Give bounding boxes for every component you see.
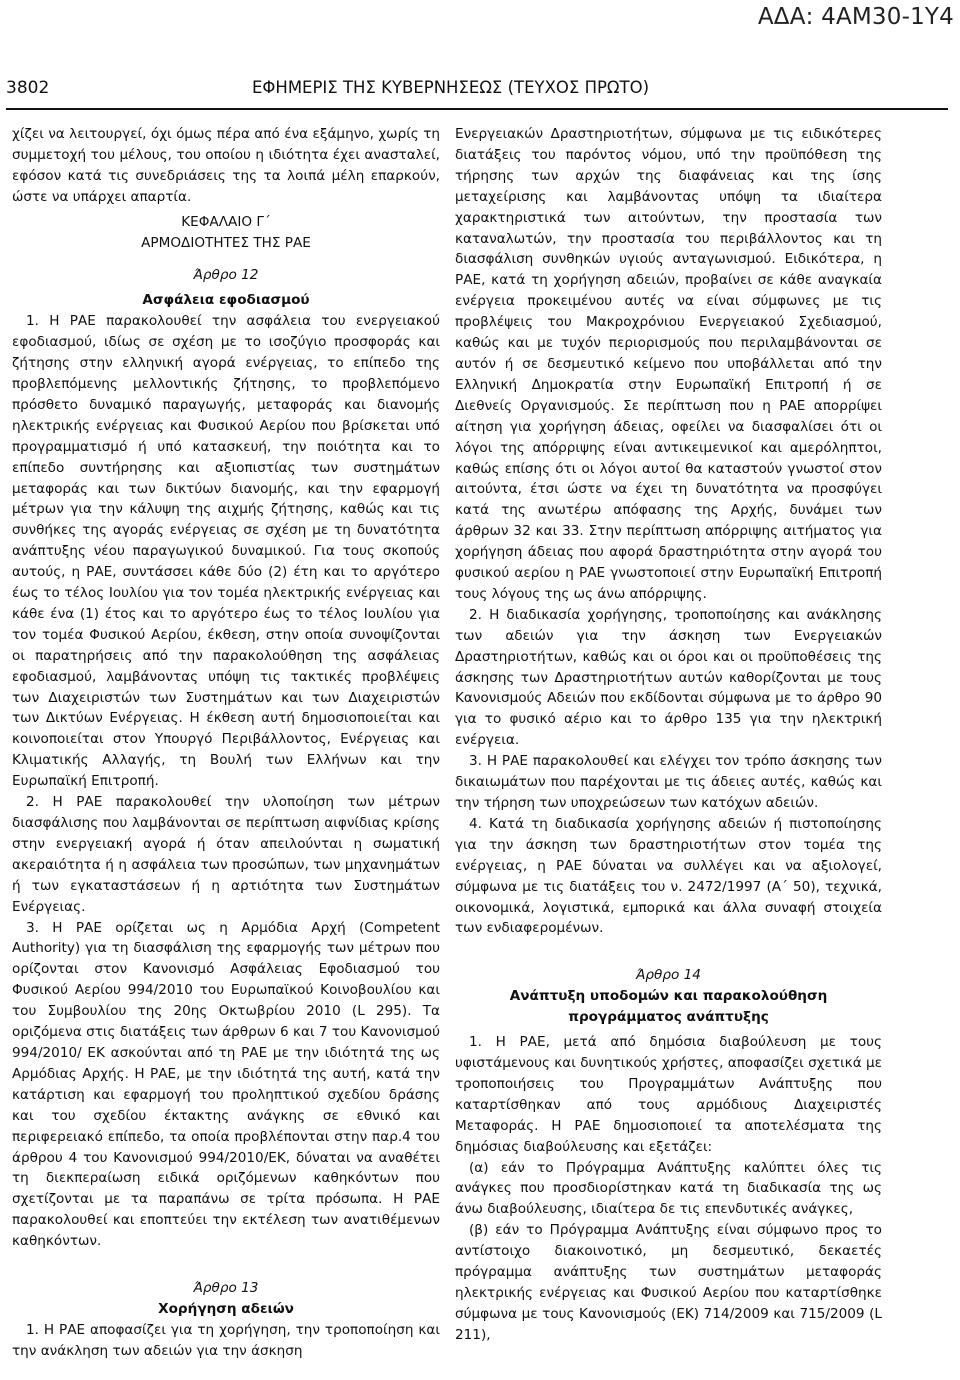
page-number: 3802 xyxy=(6,78,50,98)
right-column xyxy=(455,124,882,1346)
paragraph: 1. Η ΡΑΕ, μετά από δημόσια διαβούλευση με τους υφιστάμενους και δυνητικούς χρήστες, αποφασίζει σχετικά με τροποποιήσεις του Προγραμμάτων Ανάπτυξης που καταρτίσθηκαν από τους αρμόδιους Διαχειριστές Μεταφοράς. Η ΡΑΕ δημοσιοποιεί τα αποτελέσματα της δημόσιας διαβούλευσης και εξετάζει: xyxy=(455,1034,882,1155)
chapter-title: ΑΡΜΟΔΙΟΤΗΤΕΣ ΤΗΣ ΡΑΕ xyxy=(141,234,311,251)
paragraph: 1. Η ΡΑΕ παρακολουθεί την ασφάλεια του ενεργειακού εφοδιασμού, ιδίως σε σχέση με το ισοζύγιο προσφοράς και ζήτησης στην ελληνική αγορά ενέργειας, το επίπεδο της προβλεπόμενης μελλοντικής ζήτησης, το προβλεπόμενο πρόσθετο δυναμικό παραγωγής, μεταφοράς και διανομής ηλεκτρικής ενέργειας και Φυσικού Αερίου που βρίσκεται υπό προγραμματισμό ή υπό κατασκευή, την ποιότητα και το επίπεδο συντήρησης και αξιοπιστίας των συστημάτων μεταφοράς και των δικτύων διανομής, και την εφαρμογή μέτρων για την κάλυψη της αιχμής ζήτησης, καθώς και τις συνθήκες της αγοράς ενέργειας σε σχέση με τη δυνατότητα ανάπτυξης νέου παραγωγικού δυναμικού. Για τους σκοπούς αυτούς, η ΡΑΕ, συντάσσει κάθε δύο (2) έτη και το αργότερο έως το τέλος Ιουλίου για τον τομέα ηλεκτρικής ενέργειας και κάθε ένα (1) έτος και το αργότερο έως το τέλος Ιουλίου για τον τομέα Φυσικού Αερίου, έκθεση, στην οποία συνοψίζονται οι παρατηρήσεις από την παρακολούθηση της ασφάλειας εφοδιασμού, λαμβάνοντας υπόψη τις τακτικές προβλέψεις των Διαχειριστών των Συστημάτων και των Διαχειριστών των Δικτύων Ενέργειας. Η έκθεση αυτή δημοσιοποιείται και κοινοποιείται στον Υπουργό Περιβάλλοντος, Ενέργειας και Κλιματικής Αλλαγής, τη Βουλή των Ελλήνων και την Ευρωπαϊκή Επιτροπή. xyxy=(12,313,440,790)
paragraph: 4. Κατά τη διαδικασία χορήγησης αδειών ή πιστοποίησης για την άσκηση των δραστηριοτήτων στον τομέα της ενέργειας, η ΡΑΕ δύναται να συλλέγει και να αξιολογεί, σύμφωνα με τις διατάξεις του ν. 2472/1997 (Α΄ 50), τεχνικά, οικονομικά, λογιστικά, εμπορικά και άλλα συναφή στοιχεία των ενδιαφερομένων. xyxy=(455,815,882,937)
article-12-heading: Άρθρο 12 xyxy=(193,267,259,284)
paragraph: 3. Η ΡΑΕ παρακολουθεί και ελέγχει τον τρόπο άσκησης των δικαιωμάτων που παρέχονται με τις άδειες αυτές, καθώς και την τήρηση των υποχρεώσεων των κατόχων αδειών. xyxy=(455,753,882,811)
paragraph: Ενεργειακών Δραστηριοτήτων, σύμφωνα με τις ειδικότερες διατάξεις του παρόντος νόμου, υπό την προϋπόθεση της τήρησης των αρχών της διαφάνειας και της ίσης μεταχείρισης και λαμβάνοντας υπόψη τα ιδιαίτερα χαρακτηριστικά των αιτούντων, την προστασία των καταναλωτών, την προστασία του περιβάλλοντος και τη διασφάλιση συνθηκών υγιούς ανταγωνισμού. Ειδικότερα, η ΡΑΕ, κατά τη χορήγηση αδειών, προβαίνει σε κάθε αναγκαία ενέργεια προκειμένου αυτές να είναι σύμφωνες με τις προβλέψεις του Μακροχρόνιου Ενεργειακού Σχεδιασμού, καθώς και με τυχόν περιορισμούς που περιλαμβάνονται σε αυτόν ή σε δεσμευτικό κείμενο που υποβάλλεται από την Ελληνική Δημοκρατία στην Ευρωπαϊκή Επιτροπή ή σε Διεθνείς Οργανισμούς. Σε περίπτωση που η ΡΑΕ απορρίψει αίτηση για χορήγηση άδειας, οφείλει να διασφαλίσει ότι οι λόγοι της απόρριψης είναι αντικειμενικοί και αμερόληπτοι, καθώς επίσης ότι οι λόγοι αυτοί θα καταστούν γνωστοί στον αιτούντα, έτσι ώστε να έχει τη δυνατότητα να προσφύγει κατά της ανωτέρω απόφασης της Αρχής, δυνάμει των άρθρων 32 και 33. Στην περίπτωση απόρριψης αιτήματος για χορήγηση άδειας που αφορά δραστηριότητα στην αγορά του φυσικού αερίου η ΡΑΕ γνωστοποιεί στην Ευρωπαϊκή Επιτροπή τους λόγους της ως άνω απόρριψης. xyxy=(455,126,882,602)
chapter-heading: ΚΕΦΑΛΑΙΟ Γ΄ xyxy=(181,213,271,230)
article-13-title: Χορήγηση αδειών xyxy=(158,1300,294,1317)
article-12-title: Ασφάλεια εφοδιασμού xyxy=(142,292,310,309)
article-13-heading: Άρθρο 13 xyxy=(193,1280,259,1297)
left-column xyxy=(12,124,440,1362)
article-14-title: Ανάπτυξη υποδομών και παρακολούθηση προγράμματος ανάπτυξης xyxy=(509,988,828,1026)
ada-code: ΑΔΑ: 4ΑΜ30-1Υ4 xyxy=(757,4,954,30)
paragraph: 2. Η διαδικασία χορήγησης, τροποποίησης και ανάκλησης των αδειών για την άσκηση των Ενεργειακών Δραστηριοτήτων, καθώς και οι όροι και οι προϋποθέσεις της άσκησης των Δραστηριοτήτων αυτών καθορίζονται με τους Κανονισμούς Αδειών που εκδίδονται σύμφωνα με το άρθρο 90 για το φυσικό αέριο και το άρθρο 135 για την ηλεκτρική ενέργεια. xyxy=(455,606,882,749)
header-rule xyxy=(6,108,948,110)
paragraph: 1. Η ΡΑΕ αποφασίζει για τη χορήγηση, την τροποποίηση και την ανάκληση των αδειών για την άσκηση xyxy=(12,1321,440,1359)
paragraph: 3. Η ΡΑΕ ορίζεται ως η Αρμόδια Αρχή (Competent Authority) για τη διασφάλιση της εφαρμογής των μέτρων που ορίζονται στον Κανονισμό Ασφάλειας Εφοδιασμού του Φυσικού Αερίου 994/2010 του Ευρωπαϊκού Κοινοβουλίου και του Συμβουλίου της 20ης Οκτωβρίου 2010 (L 295). Τα οριζόμενα στις διατάξεις των άρθρων 6 και 7 του Κανονισμού 994/2010/ ΕΚ ασκούνται από τη ΡΑΕ με την ιδιότητά της ως Αρμόδιας Αρχής. Η ΡΑΕ, με την ιδιότητά της αυτή, κατά την κατάρτιση και εφαρμογή του προληπτικού σχεδίου δράσης και του σχεδίου έκτακτης ανάγκης σε εθνικό και περιφερειακό επίπεδο, τα οποία προβλέπονται στην παρ.4 του άρθρου 4 του Κανονισμού 994/2010/ΕΚ, δύναται να αναθέτει τη διεκπεραίωση ειδικά οριζόμενων καθηκόντων που σχετίζονται με τα παραπάνω σε τρίτα πρόσωπα. Η ΡΑΕ παρακολουθεί και εποπτεύει την εκτέλεση των ανατιθέμενων καθηκόντων. xyxy=(12,919,440,1250)
paragraph: χίζει να λειτουργεί, όχι όμως πέρα από ένα εξάμηνο, χωρίς τη συμμετοχή του μέλους, του οποίου η ιδιότητα έχει ανασταλεί, εφόσον κατά τις συνεδριάσεις της τα λοιπά μέλη επαρκούν, ώστε να υπάρχει απαρτία. xyxy=(12,126,440,205)
paragraph: (β) εάν το Πρόγραμμα Ανάπτυξης είναι σύμφωνο προς το αντίστοιχο διακοινοτικό, μη δεσμευτικό, δεκαετές πρόγραμμα ανάπτυξης των συστημάτων μεταφοράς ηλεκτρικής ενέργειας και Φυσικού Αερίου που καταρτίσθηκε σύμφωνα με τους Κανονισμούς (ΕΚ) 714/2009 και 715/2009 (L 211), xyxy=(455,1222,882,1343)
page-header xyxy=(6,78,948,108)
gazette-title: ΕΦΗΜΕΡΙΣ ΤΗΣ ΚΥΒΕΡΝΗΣΕΩΣ (ΤΕΥΧΟΣ ΠΡΩΤΟ) xyxy=(252,78,650,97)
paragraph: 2. Η ΡΑΕ παρακολουθεί την υλοποίηση των μέτρων διασφάλισης που λαμβάνονται σε περίπτωση αιφνίδιας κρίσης στην ενεργειακή αγορά ή όταν απειλούνται η σωματική ακεραιότητα ή η ασφάλεια των προσώπων, των μηχανημάτων ή των εγκαταστάσεων ή η αρτιότητα των Συστημάτων Ενέργειας. xyxy=(12,794,440,915)
article-14-heading: Άρθρο 14 xyxy=(636,967,701,984)
paragraph: (α) εάν το Πρόγραμμα Ανάπτυξης καλύπτει όλες τις ανάγκες που προσδιορίστηκαν κατά τη διαδικασία της ως άνω διαβούλευσης, ιδιαίτερα δε τις επενδυτικές ανάγκες, xyxy=(455,1159,882,1218)
